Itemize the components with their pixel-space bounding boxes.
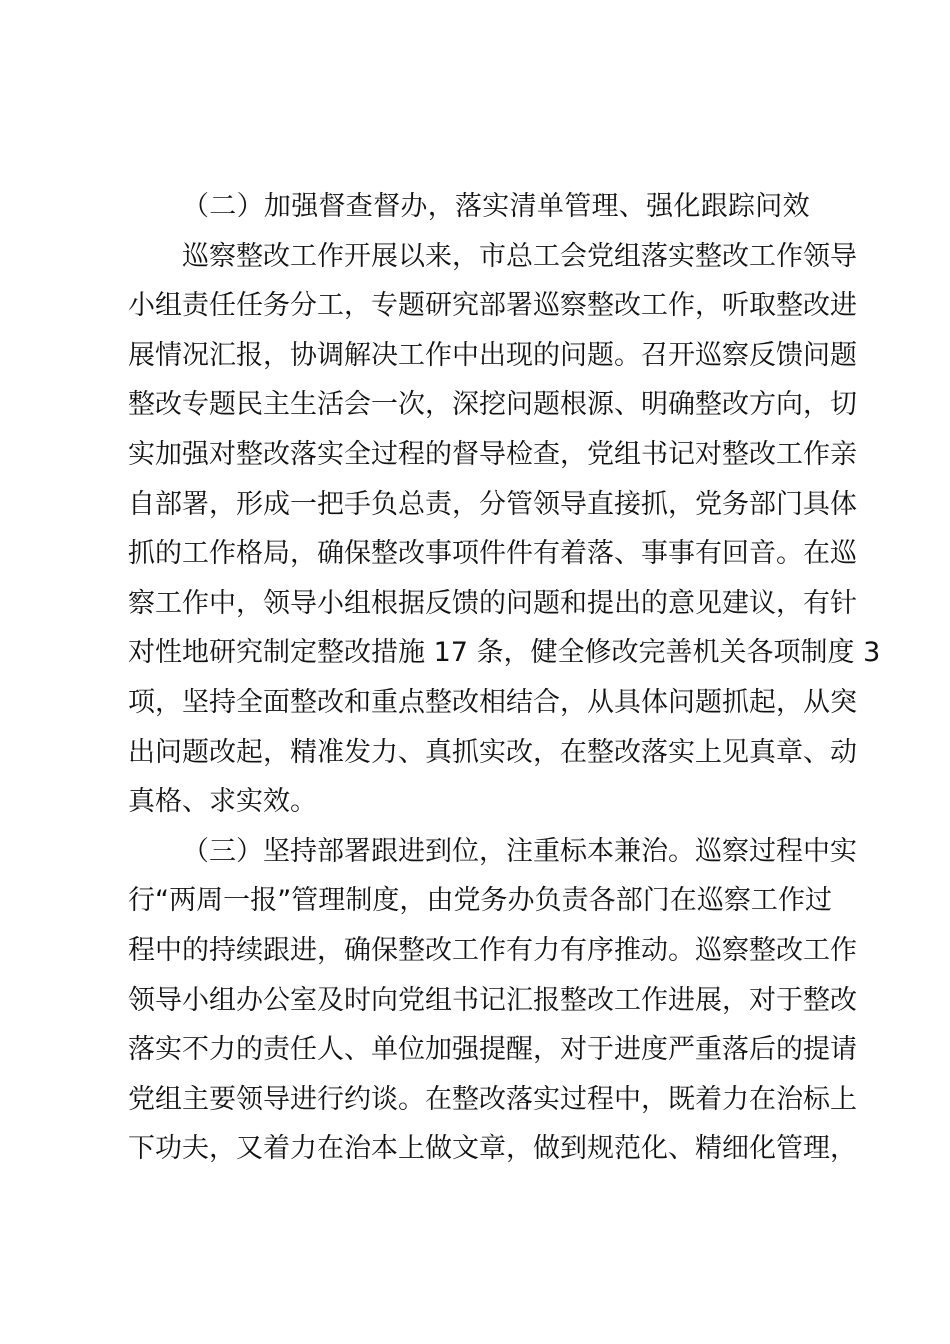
paragraph-line: 行“两周一报”管理制度，由党务办负责各部门在巡察工作过	[128, 885, 832, 917]
paragraph-line: 小组责任任务分工，专题研究部署巡察整改工作，听取整改进	[128, 290, 857, 322]
section-heading-3-line: （三）坚持部署跟进到位，注重标本兼治。巡察过程中实	[182, 835, 857, 867]
paragraph-line: 党组主要领导进行约谈。在整改落实过程中，既着力在治标上	[128, 1083, 857, 1115]
paragraph-line: 整改专题民主生活会一次，深挖问题根源、明确整改方向，切	[128, 389, 857, 421]
paragraph-line: 对性地研究制定整改措施 17 条，健全修改完善机关各项制度 3	[128, 637, 881, 669]
paragraph-line: 自部署，形成一把手负总责，分管领导直接抓，党务部门具体	[128, 488, 857, 520]
paragraph-line: 实加强对整改落实全过程的督导检查，党组书记对整改工作亲	[128, 438, 857, 470]
paragraph-line: 察工作中，领导小组根据反馈的问题和提出的意见建议，有针	[128, 587, 857, 619]
paragraph-line: 项，坚持全面整改和重点整改相结合，从具体问题抓起，从突	[128, 686, 857, 718]
section-heading-2: （二）加强督查督办，落实清单管理、强化跟踪问效	[182, 191, 810, 222]
paragraph-line: 下功夫，又着力在治本上做文章，做到规范化、精细化管理，	[128, 1133, 857, 1165]
paragraph-line: 展情况汇报，协调解决工作中出现的问题。召开巡察反馈问题	[128, 339, 857, 371]
paragraph-line: 抓的工作格局，确保整改事项件件有着落、事事有回音。在巡	[128, 538, 857, 570]
paragraph-line: 程中的持续跟进，确保整改工作有力有序推动。巡察整改工作	[128, 934, 857, 966]
paragraph-line: 真格、求实效。	[128, 786, 317, 818]
paragraph-line: 领导小组办公室及时向党组书记汇报整改工作进展，对于整改	[128, 984, 857, 1016]
paragraph-line: 出问题改起，精准发力、真抓实改，在整改落实上见真章、动	[128, 736, 857, 768]
document-body	[128, 182, 881, 1174]
paragraph-line: 巡察整改工作开展以来，市总工会党组落实整改工作领导	[182, 240, 857, 272]
paragraph-line: 落实不力的责任人、单位加强提醒，对于进度严重落后的提请	[128, 1034, 857, 1066]
